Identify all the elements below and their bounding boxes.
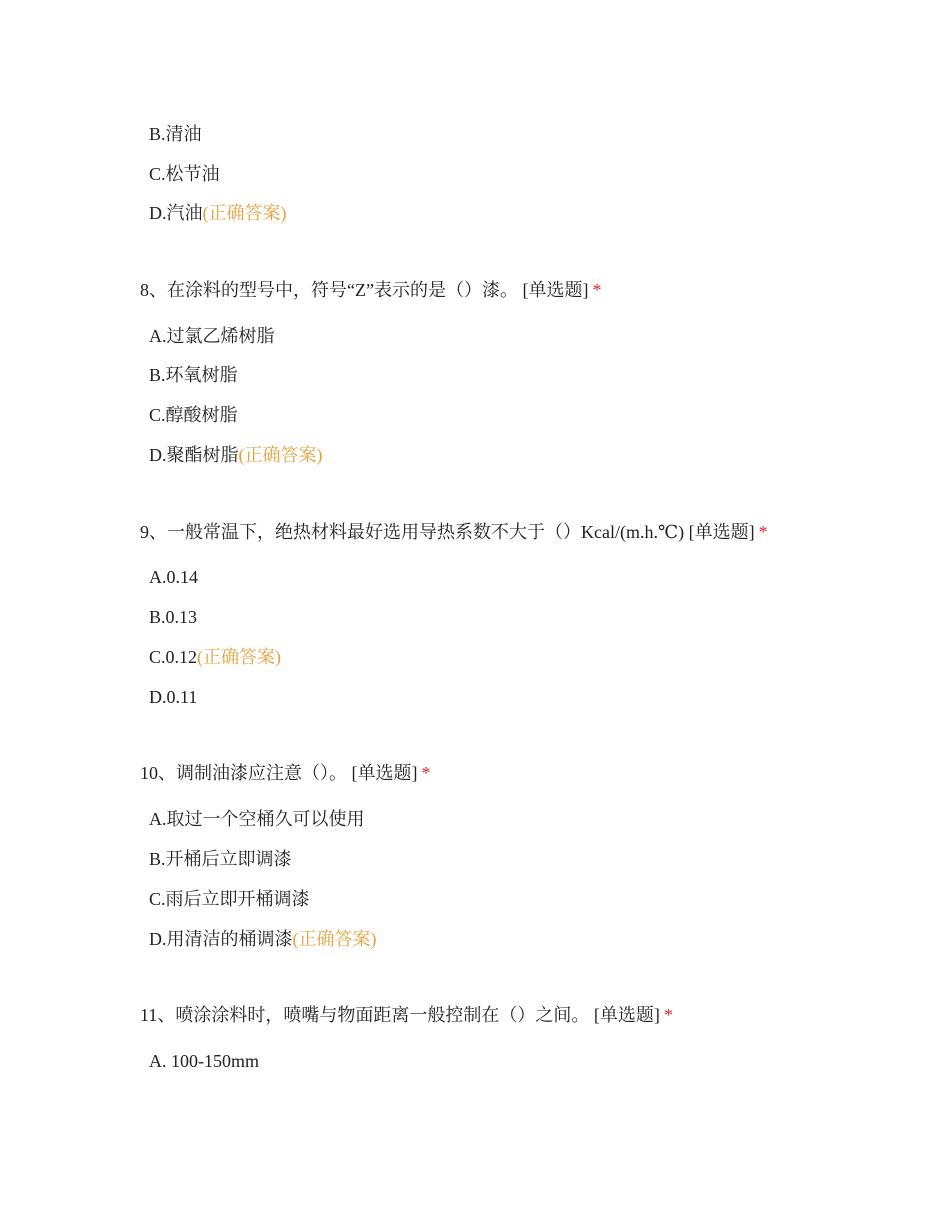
option-text: A.取过一个空桶久可以使用 — [149, 809, 365, 829]
option-text: B.0.13 — [149, 607, 198, 627]
q9-option-d — [149, 685, 197, 709]
q7-option-b — [149, 122, 202, 146]
option-text: D.0.11 — [149, 687, 198, 707]
q8-option-a — [149, 324, 275, 348]
required-mark: * — [592, 280, 602, 300]
question-text: 9、一般常温下，绝热材料最好选用导热系数不大于（）Kcal/(m.h.℃) [单选题] — [140, 522, 755, 542]
q9-title — [140, 520, 768, 544]
question-text: 8、在涂料的型号中，符号“Z”表示的是（）漆。 [单选题] — [140, 280, 589, 300]
q9-option-a — [149, 565, 198, 589]
q7-option-c — [149, 162, 220, 186]
correct-answer-tag: (正确答案) — [202, 203, 287, 223]
option-text: B.开桶后立即调漆 — [149, 849, 292, 869]
q11-title — [140, 1003, 673, 1027]
option-text: D.用清洁的桶调漆 — [149, 929, 293, 949]
correct-answer-tag: (正确答案) — [197, 647, 282, 667]
option-text: B.清油 — [149, 124, 202, 144]
option-text: A.0.14 — [149, 567, 198, 587]
required-mark: * — [663, 1005, 673, 1025]
option-text: C.醇酸树脂 — [149, 405, 238, 425]
q7-option-d — [149, 201, 287, 225]
option-text: A.过氯乙烯树脂 — [149, 326, 275, 346]
q9-option-c — [149, 645, 281, 669]
q8-option-c — [149, 403, 238, 427]
q10-title — [140, 761, 431, 785]
q10-option-a — [149, 807, 365, 831]
q8-option-d — [149, 443, 323, 467]
option-text: A. 100-150mm — [149, 1051, 259, 1071]
correct-answer-tag: (正确答案) — [238, 445, 323, 465]
option-text: C.松节油 — [149, 164, 220, 184]
required-mark: * — [421, 763, 431, 783]
correct-answer-tag: (正确答案) — [292, 929, 377, 949]
q10-option-d — [149, 927, 377, 951]
question-text: 10、调制油漆应注意（）。 [单选题] — [140, 763, 418, 783]
q10-option-c — [149, 887, 310, 911]
q11-option-a — [149, 1049, 259, 1073]
q8-title — [140, 278, 601, 302]
question-text: 11、喷涂涂料时，喷嘴与物面距离一般控制在（）之间。 [单选题] — [140, 1005, 660, 1025]
required-mark: * — [758, 522, 768, 542]
option-text: D.汽油 — [149, 203, 203, 223]
option-text: C.雨后立即开桶调漆 — [149, 889, 310, 909]
q10-option-b — [149, 847, 292, 871]
q8-option-b — [149, 363, 238, 387]
option-text: C.0.12 — [149, 647, 198, 667]
q9-option-b — [149, 605, 197, 629]
option-text: B.环氧树脂 — [149, 365, 238, 385]
option-text: D.聚酯树脂 — [149, 445, 239, 465]
